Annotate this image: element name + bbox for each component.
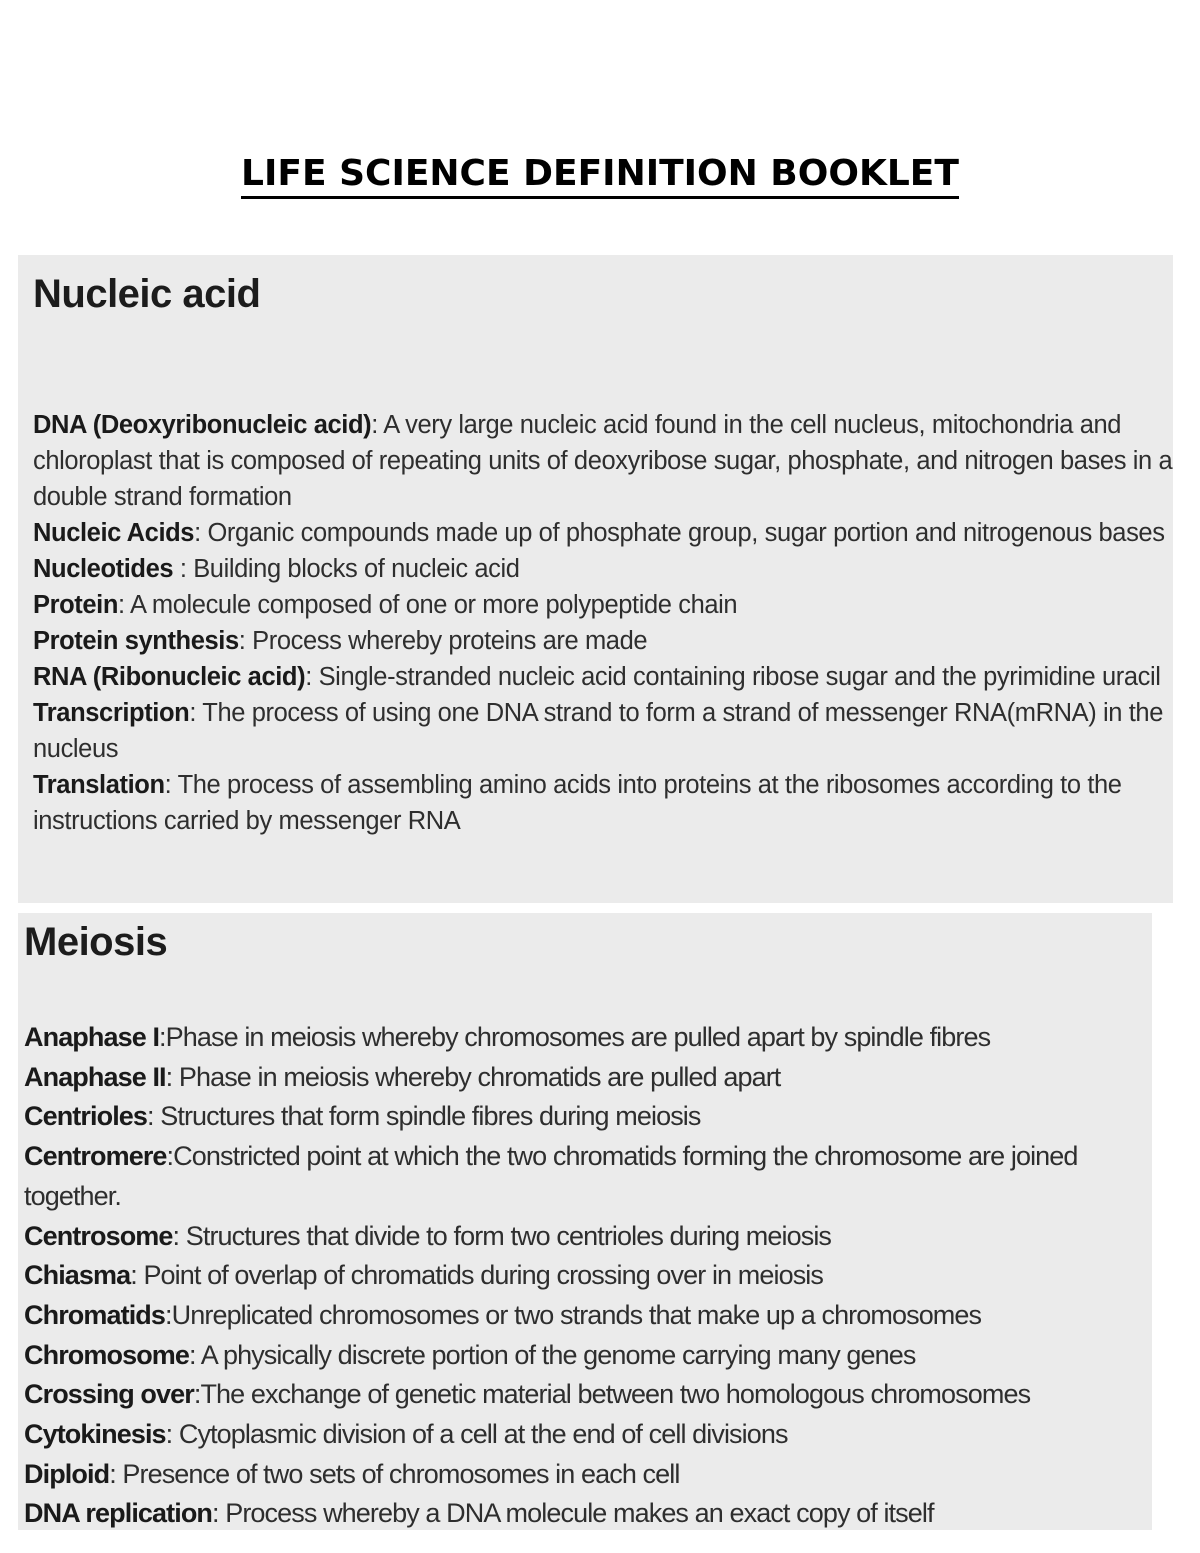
definition-separator: :: [212, 1498, 226, 1529]
definition-separator: :: [172, 1220, 186, 1251]
definition-separator: :: [189, 699, 203, 727]
definition-text: Process whereby a DNA molecule makes an exact copy of itself: [225, 1498, 934, 1529]
definition-text: Single-stranded nucleic acid containing ribose sugar and the pyrimidine uracil: [318, 663, 1161, 691]
definition-entry: [33, 623, 1173, 659]
definition-separator: :: [305, 663, 319, 691]
definition-entry: [24, 1018, 1152, 1058]
definition-text: A molecule composed of one or more polypeptide chain: [130, 591, 738, 619]
definition-entry: [24, 1494, 1152, 1534]
definition-entry: [33, 587, 1173, 623]
definition-text: The process of using one DNA strand to form a strand of messenger RNA(mRNA) in the nucleus: [33, 699, 1163, 763]
definition-separator: :: [193, 1379, 201, 1410]
definition-term: Anaphase I: [24, 1022, 160, 1052]
definition-text: Structures that divide to form two centrioles during meiosis: [185, 1220, 832, 1251]
definition-separator: :: [164, 771, 178, 799]
definition-separator: :: [238, 627, 253, 655]
definition-entry: [24, 1058, 1152, 1098]
definition-term: Nucleic Acids: [33, 519, 195, 547]
definition-term: Diploid: [24, 1458, 110, 1489]
definition-entry: [24, 1375, 1152, 1415]
definition-text: Process whereby proteins are made: [252, 627, 648, 655]
definition-text: Cytoplasmic division of a cell at the end of cell divisions: [178, 1419, 788, 1450]
page-title: [0, 148, 1200, 200]
definition-text: Presence of two sets of chromosomes in each cell: [122, 1458, 680, 1489]
definition-separator: :: [159, 1022, 166, 1052]
definition-entry: [24, 1137, 1152, 1216]
definition-text: A very large nucleic acid found in the cell nucleus, mitochondria and chloroplast that is composed of repeating units of deoxyribose sugar, phosphate, and nitrogen bases in a double strand formation: [33, 411, 1173, 511]
definition-separator: :: [165, 1299, 172, 1330]
definition-separator: :: [165, 1419, 179, 1450]
definition-term: Nucleotides: [33, 555, 174, 583]
definition-term: DNA (Deoxyribonucleic acid): [33, 411, 372, 439]
definition-list: [33, 407, 1173, 839]
definition-separator: :: [130, 1260, 144, 1291]
definition-term: Centromere: [24, 1141, 167, 1172]
definition-entry: [33, 767, 1173, 839]
definition-term: Protein synthesis: [33, 627, 239, 655]
definition-term: RNA (Ribonucleic acid): [33, 663, 306, 691]
section-heading: Nucleic acid: [33, 272, 261, 316]
definition-term: Transcription: [33, 699, 190, 727]
section-meiosis: [18, 913, 1152, 1530]
definition-entry: [33, 695, 1173, 767]
definition-separator: :: [147, 1101, 161, 1132]
definition-entry: [33, 407, 1173, 515]
definition-entry: [33, 659, 1173, 695]
section-heading: Meiosis: [24, 920, 168, 964]
definition-term: Chromosome: [24, 1339, 190, 1370]
definition-term: Anaphase II: [24, 1061, 166, 1092]
definition-term: Cytokinesis: [24, 1419, 166, 1450]
definition-text: Structures that form spindle fibres during meiosis: [160, 1101, 701, 1132]
definition-text: Phase in meiosis whereby chromatids are pulled apart: [178, 1061, 781, 1092]
definition-separator: :: [118, 591, 131, 619]
definition-term: Centrosome: [24, 1220, 173, 1251]
definition-separator: :: [194, 519, 208, 547]
definition-list: [24, 1018, 1152, 1534]
definition-separator: :: [173, 555, 194, 583]
definition-text: Point of overlap of chromatids during crossing over in meiosis: [143, 1260, 823, 1291]
definition-entry: [24, 1256, 1152, 1296]
definition-entry: [24, 1336, 1152, 1376]
definition-text: Constricted point at which the two chromatids forming the chromosome are joined together.: [24, 1141, 1078, 1211]
definition-separator: :: [165, 1061, 179, 1092]
definition-entry: [24, 1296, 1152, 1336]
definition-term: Chiasma: [24, 1260, 131, 1291]
definition-separator: :: [109, 1458, 123, 1489]
definition-entry: [33, 515, 1173, 551]
definition-text: The process of assembling amino acids into proteins at the ribosomes according to the instructions carried by messenger RNA: [33, 771, 1122, 835]
definition-separator: :: [189, 1339, 201, 1370]
definition-text: A physically discrete portion of the genome carrying many genes: [200, 1339, 916, 1370]
definition-term: Translation: [33, 771, 165, 799]
definition-separator: :: [371, 411, 384, 439]
definition-separator: :: [166, 1141, 174, 1172]
definition-text: The exchange of genetic material between two homologous chromosomes: [200, 1379, 1031, 1410]
page-title-text: LIFE SCIENCE DEFINITION BOOKLET: [241, 153, 959, 199]
definition-text: Unreplicated chromosomes or two strands that make up a chromosomes: [171, 1299, 982, 1330]
definition-entry: [24, 1217, 1152, 1257]
section-nucleic-acid: [18, 255, 1173, 903]
definition-term: Protein: [33, 591, 119, 619]
definition-term: Centrioles: [24, 1101, 148, 1132]
definition-entry: [33, 551, 1173, 587]
definition-entry: [24, 1455, 1152, 1495]
definition-text: Phase in meiosis whereby chromosomes are pulled apart by spindle fibres: [165, 1022, 991, 1052]
definition-term: Chromatids: [24, 1299, 166, 1330]
definition-term: Crossing over: [24, 1379, 194, 1410]
definition-entry: [24, 1097, 1152, 1137]
definition-term: DNA replication: [24, 1498, 213, 1529]
definition-entry: [24, 1415, 1152, 1455]
definition-text: Organic compounds made up of phosphate group, sugar portion and nitrogenous bases: [207, 519, 1165, 547]
definition-text: Building blocks of nucleic acid: [193, 555, 520, 583]
